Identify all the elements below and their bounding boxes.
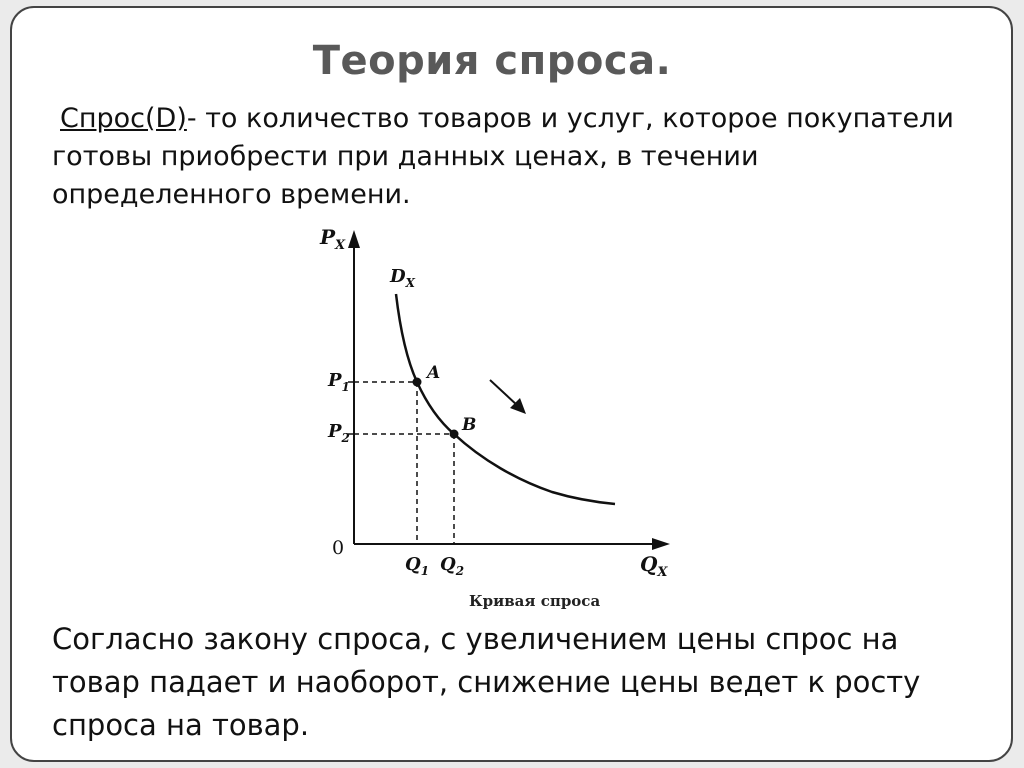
slide-title: Теория спроса. [312, 38, 672, 84]
price-label-p1: $P_1$ [328, 370, 350, 394]
diagram-caption: Кривая спроса [469, 592, 601, 610]
demand-curve-label: $D_X$ [390, 266, 415, 290]
movement-arrow-line [490, 380, 518, 406]
definition-text: - то количество товаров и услуг, которое покупатели готовы приобрести при данных ценах, в течении определенного времени. [52, 103, 954, 210]
quantity-label-q2: $Q_2$ [440, 554, 465, 578]
definition-term: Спрос(D) [60, 103, 187, 134]
point-a-label: A [427, 363, 441, 383]
x-axis-arrowhead [652, 538, 670, 550]
origin-label: 0 [332, 537, 345, 559]
y-axis-label: $P_X$ [320, 225, 346, 253]
price-label-p2: $P_2$ [328, 421, 350, 445]
x-axis-label: $Q_X$ [640, 552, 668, 580]
slide-frame [10, 6, 1013, 762]
point-b-label: B [462, 415, 477, 435]
law-of-demand-paragraph: Согласно закону спроса, с увеличением цены спрос на товар падает и наоборот, снижение цены ведет к росту спроса на товар. [52, 622, 921, 742]
demand-curve [396, 294, 615, 504]
demand-curve-diagram [302, 218, 702, 618]
quantity-label-q1: $Q_1$ [405, 554, 430, 578]
point-a [413, 378, 422, 387]
y-axis-arrowhead [348, 230, 360, 248]
point-b [450, 430, 459, 439]
definition-paragraph [52, 100, 962, 214]
